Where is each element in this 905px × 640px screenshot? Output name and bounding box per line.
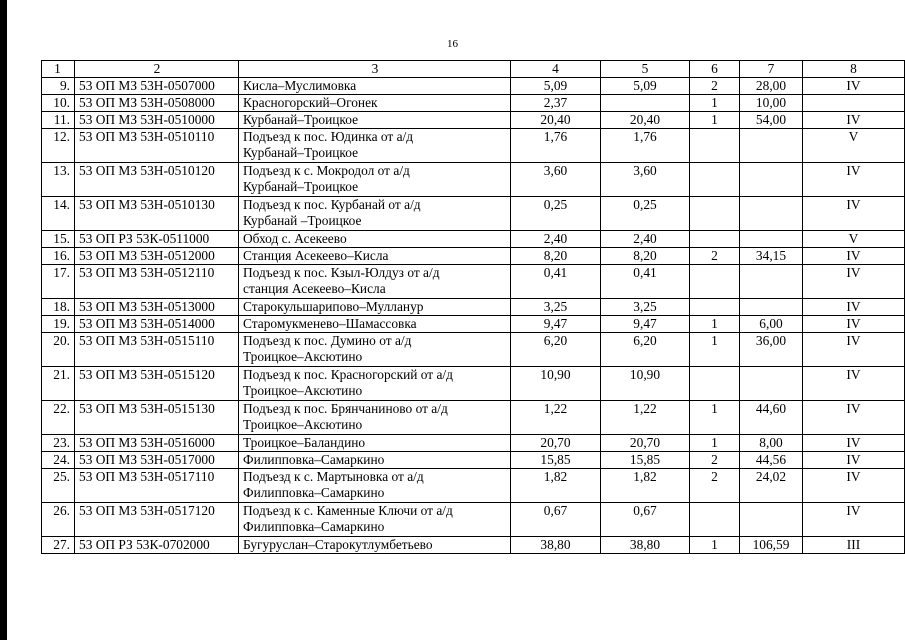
road-name-line: Подъезд к пос. Курбанай от а/д — [243, 197, 421, 212]
table-row — [42, 401, 905, 435]
road-name-cell — [239, 367, 511, 401]
col6-cell — [690, 197, 740, 231]
col8-cell: IV — [803, 163, 905, 197]
col6-cell — [690, 129, 740, 163]
col6-cell: 1 — [690, 435, 740, 452]
road-code-cell: 53 ОП МЗ 53Н-0513000 — [75, 299, 239, 316]
row-number-cell: 21. — [42, 367, 75, 401]
road-name-cell — [239, 452, 511, 469]
row-number-cell: 13. — [42, 163, 75, 197]
header-cell: 7 — [740, 61, 803, 78]
row-number-cell: 9. — [42, 78, 75, 95]
road-name-cell — [239, 333, 511, 367]
road-name-line: Троицкое–Аксютино — [243, 349, 363, 364]
col8-cell: IV — [803, 112, 905, 129]
row-number-cell: 25. — [42, 469, 75, 503]
road-name-line: Подъезд к пос. Юдинка от а/д — [243, 129, 414, 144]
col7-cell — [740, 367, 803, 401]
col5-cell: 1,76 — [601, 129, 690, 163]
page-number: 16 — [447, 38, 458, 50]
col8-cell: IV — [803, 503, 905, 537]
road-code-cell: 53 ОП РЗ 53К-0702000 — [75, 537, 239, 554]
col8-cell: IV — [803, 367, 905, 401]
col8-cell: IV — [803, 469, 905, 503]
col4-cell: 38,80 — [511, 537, 601, 554]
col4-cell: 1,76 — [511, 129, 601, 163]
road-name-cell — [239, 435, 511, 452]
table-row — [42, 367, 905, 401]
road-name-line: Филипповка–Самаркино — [243, 452, 385, 467]
col6-cell: 1 — [690, 333, 740, 367]
col8-cell: IV — [803, 78, 905, 95]
col5-cell: 0,67 — [601, 503, 690, 537]
col5-cell: 10,90 — [601, 367, 690, 401]
header-cell: 3 — [239, 61, 511, 78]
col4-cell: 5,09 — [511, 78, 601, 95]
table-row — [42, 129, 905, 163]
col5-cell: 1,82 — [601, 469, 690, 503]
road-name-line: Красногорский–Огонек — [243, 95, 378, 110]
col8-cell: IV — [803, 248, 905, 265]
col4-cell: 9,47 — [511, 316, 601, 333]
road-name-line: Троицкое–Баландино — [243, 435, 366, 450]
road-name-line: Кисла–Муслимовка — [243, 78, 357, 93]
col4-cell: 0,41 — [511, 265, 601, 299]
col5-cell: 38,80 — [601, 537, 690, 554]
road-name-line: Подъезд к с. Каменные Ключи от а/д — [243, 503, 453, 518]
col6-cell — [690, 163, 740, 197]
row-number-cell: 16. — [42, 248, 75, 265]
table-row — [42, 197, 905, 231]
col5-cell: 3,25 — [601, 299, 690, 316]
road-code-cell: 53 ОП МЗ 53Н-0510110 — [75, 129, 239, 163]
col7-cell: 34,15 — [740, 248, 803, 265]
row-number-cell: 15. — [42, 231, 75, 248]
col8-cell: IV — [803, 316, 905, 333]
col4-cell: 1,82 — [511, 469, 601, 503]
road-name-line: Бугуруслан–Старокутлумбетьево — [243, 537, 433, 552]
road-name-cell — [239, 78, 511, 95]
table-row — [42, 299, 905, 316]
col7-cell — [740, 163, 803, 197]
col6-cell — [690, 265, 740, 299]
road-name-line: Курбанай–Троицкое — [243, 112, 359, 127]
row-number-cell: 20. — [42, 333, 75, 367]
road-code-cell: 53 ОП МЗ 53Н-0510000 — [75, 112, 239, 129]
road-name-cell — [239, 129, 511, 163]
road-name-line: Подъезд к пос. Думино от а/д — [243, 333, 412, 348]
col4-cell: 0,67 — [511, 503, 601, 537]
road-name-line: Троицкое–Аксютино — [243, 383, 363, 398]
road-code-cell: 53 ОП МЗ 53Н-0510130 — [75, 197, 239, 231]
road-name-cell — [239, 95, 511, 112]
road-code-cell: 53 ОП МЗ 53Н-0515120 — [75, 367, 239, 401]
col6-cell: 1 — [690, 112, 740, 129]
col5-cell: 20,70 — [601, 435, 690, 452]
col5-cell: 0,41 — [601, 265, 690, 299]
row-number-cell: 10. — [42, 95, 75, 112]
col5-cell — [601, 95, 690, 112]
road-code-cell: 53 ОП МЗ 53Н-0512000 — [75, 248, 239, 265]
col4-cell: 6,20 — [511, 333, 601, 367]
col6-cell: 2 — [690, 78, 740, 95]
col8-cell: IV — [803, 197, 905, 231]
col7-cell: 10,00 — [740, 95, 803, 112]
col8-cell: IV — [803, 401, 905, 435]
row-number-cell: 27. — [42, 537, 75, 554]
row-number-cell: 11. — [42, 112, 75, 129]
col4-cell: 2,40 — [511, 231, 601, 248]
road-code-cell: 53 ОП МЗ 53Н-0507000 — [75, 78, 239, 95]
col5-cell: 9,47 — [601, 316, 690, 333]
road-name-cell — [239, 537, 511, 554]
road-name-line: станция Асекеево–Кисла — [243, 281, 386, 296]
col5-cell: 5,09 — [601, 78, 690, 95]
col6-cell — [690, 231, 740, 248]
road-name-line: Подъезд к с. Мокродол от а/д — [243, 163, 410, 178]
road-name-line: Подъезд к с. Мартыновка от а/д — [243, 469, 424, 484]
col7-cell: 36,00 — [740, 333, 803, 367]
col6-cell: 2 — [690, 248, 740, 265]
row-number-cell: 23. — [42, 435, 75, 452]
road-code-cell: 53 ОП РЗ 53К-0511000 — [75, 231, 239, 248]
col4-cell: 20,70 — [511, 435, 601, 452]
col7-cell: 106,59 — [740, 537, 803, 554]
table-row — [42, 469, 905, 503]
col8-cell: IV — [803, 435, 905, 452]
col8-cell: V — [803, 129, 905, 163]
road-name-cell — [239, 163, 511, 197]
road-table — [41, 60, 905, 554]
road-name-line: Обход с. Асекеево — [243, 231, 347, 246]
col8-cell: III — [803, 537, 905, 554]
table-row — [42, 333, 905, 367]
road-code-cell: 53 ОП МЗ 53Н-0517000 — [75, 452, 239, 469]
road-name-cell — [239, 401, 511, 435]
header-cell: 2 — [75, 61, 239, 78]
col8-cell: IV — [803, 452, 905, 469]
col7-cell: 44,56 — [740, 452, 803, 469]
table-row — [42, 78, 905, 95]
col4-cell: 2,37 — [511, 95, 601, 112]
col7-cell: 6,00 — [740, 316, 803, 333]
col5-cell: 1,22 — [601, 401, 690, 435]
scan-edge-bar — [0, 0, 7, 640]
road-name-cell — [239, 265, 511, 299]
row-number-cell: 22. — [42, 401, 75, 435]
road-name-line: Подъезд к пос. Кзыл-Юлдуз от а/д — [243, 265, 440, 280]
road-code-cell: 53 ОП МЗ 53Н-0514000 — [75, 316, 239, 333]
col8-cell: IV — [803, 265, 905, 299]
row-number-cell: 17. — [42, 265, 75, 299]
road-name-cell — [239, 248, 511, 265]
header-cell: 1 — [42, 61, 75, 78]
col5-cell: 3,60 — [601, 163, 690, 197]
col4-cell: 8,20 — [511, 248, 601, 265]
row-number-cell: 14. — [42, 197, 75, 231]
road-code-cell: 53 ОП МЗ 53Н-0517110 — [75, 469, 239, 503]
col6-cell: 1 — [690, 401, 740, 435]
col6-cell: 2 — [690, 452, 740, 469]
header-cell: 5 — [601, 61, 690, 78]
table-row — [42, 163, 905, 197]
road-name-line: Курбанай–Троицкое — [243, 179, 359, 194]
road-name-cell — [239, 197, 511, 231]
road-name-line: Курбанай–Троицкое — [243, 145, 359, 160]
header-cell: 4 — [511, 61, 601, 78]
col4-cell: 15,85 — [511, 452, 601, 469]
road-name-line: Троицкое–Аксютино — [243, 417, 363, 432]
road-code-cell: 53 ОП МЗ 53Н-0516000 — [75, 435, 239, 452]
road-code-cell: 53 ОП МЗ 53Н-0517120 — [75, 503, 239, 537]
col5-cell: 6,20 — [601, 333, 690, 367]
road-code-cell: 53 ОП МЗ 53Н-0515130 — [75, 401, 239, 435]
table-row — [42, 231, 905, 248]
col6-cell — [690, 367, 740, 401]
col4-cell: 3,25 — [511, 299, 601, 316]
table-row — [42, 452, 905, 469]
col7-cell: 54,00 — [740, 112, 803, 129]
col8-cell: IV — [803, 299, 905, 316]
road-code-cell: 53 ОП МЗ 53Н-0510120 — [75, 163, 239, 197]
road-code-cell: 53 ОП МЗ 53Н-0512110 — [75, 265, 239, 299]
road-name-line: Филипповка–Самаркино — [243, 485, 385, 500]
col5-cell: 2,40 — [601, 231, 690, 248]
table-row — [42, 265, 905, 299]
col6-cell: 1 — [690, 95, 740, 112]
table-row — [42, 112, 905, 129]
col8-cell: V — [803, 231, 905, 248]
road-name-cell — [239, 316, 511, 333]
col6-cell — [690, 503, 740, 537]
table-row — [42, 435, 905, 452]
road-name-cell — [239, 469, 511, 503]
col6-cell: 1 — [690, 537, 740, 554]
row-number-cell: 19. — [42, 316, 75, 333]
col7-cell — [740, 231, 803, 248]
road-name-line: Старомукменево–Шамассовка — [243, 316, 417, 331]
header-cell: 6 — [690, 61, 740, 78]
table-row — [42, 248, 905, 265]
col7-cell: 24,02 — [740, 469, 803, 503]
road-name-line: Подъезд к пос. Брянчаниново от а/д — [243, 401, 448, 416]
col4-cell: 1,22 — [511, 401, 601, 435]
col7-cell: 44,60 — [740, 401, 803, 435]
col4-cell: 0,25 — [511, 197, 601, 231]
col7-cell — [740, 265, 803, 299]
col7-cell — [740, 129, 803, 163]
col7-cell — [740, 299, 803, 316]
col7-cell: 8,00 — [740, 435, 803, 452]
road-name-cell — [239, 503, 511, 537]
col4-cell: 20,40 — [511, 112, 601, 129]
col8-cell: IV — [803, 333, 905, 367]
col5-cell: 0,25 — [601, 197, 690, 231]
row-number-cell: 26. — [42, 503, 75, 537]
col6-cell — [690, 299, 740, 316]
row-number-cell: 24. — [42, 452, 75, 469]
road-name-line: Старокульшарипово–Мулланур — [243, 299, 424, 314]
road-code-cell: 53 ОП МЗ 53Н-0515110 — [75, 333, 239, 367]
col7-cell — [740, 197, 803, 231]
road-code-cell: 53 ОП МЗ 53Н-0508000 — [75, 95, 239, 112]
road-name-cell — [239, 231, 511, 248]
header-cell: 8 — [803, 61, 905, 78]
col4-cell: 10,90 — [511, 367, 601, 401]
col8-cell — [803, 95, 905, 112]
col6-cell: 2 — [690, 469, 740, 503]
table-row — [42, 537, 905, 554]
table-row — [42, 95, 905, 112]
table-header-row — [42, 61, 905, 78]
road-name-line: Филипповка–Самаркино — [243, 519, 385, 534]
col5-cell: 20,40 — [601, 112, 690, 129]
col5-cell: 15,85 — [601, 452, 690, 469]
col4-cell: 3,60 — [511, 163, 601, 197]
row-number-cell: 12. — [42, 129, 75, 163]
road-name-cell — [239, 299, 511, 316]
table-row — [42, 316, 905, 333]
col5-cell: 8,20 — [601, 248, 690, 265]
road-name-line: Подъезд к пос. Красногорский от а/д — [243, 367, 453, 382]
col6-cell: 1 — [690, 316, 740, 333]
row-number-cell: 18. — [42, 299, 75, 316]
road-name-line: Станция Асекеево–Кисла — [243, 248, 389, 263]
table-row — [42, 503, 905, 537]
road-name-line: Курбанай –Троицкое — [243, 213, 362, 228]
col7-cell — [740, 503, 803, 537]
col7-cell: 28,00 — [740, 78, 803, 95]
road-name-cell — [239, 112, 511, 129]
